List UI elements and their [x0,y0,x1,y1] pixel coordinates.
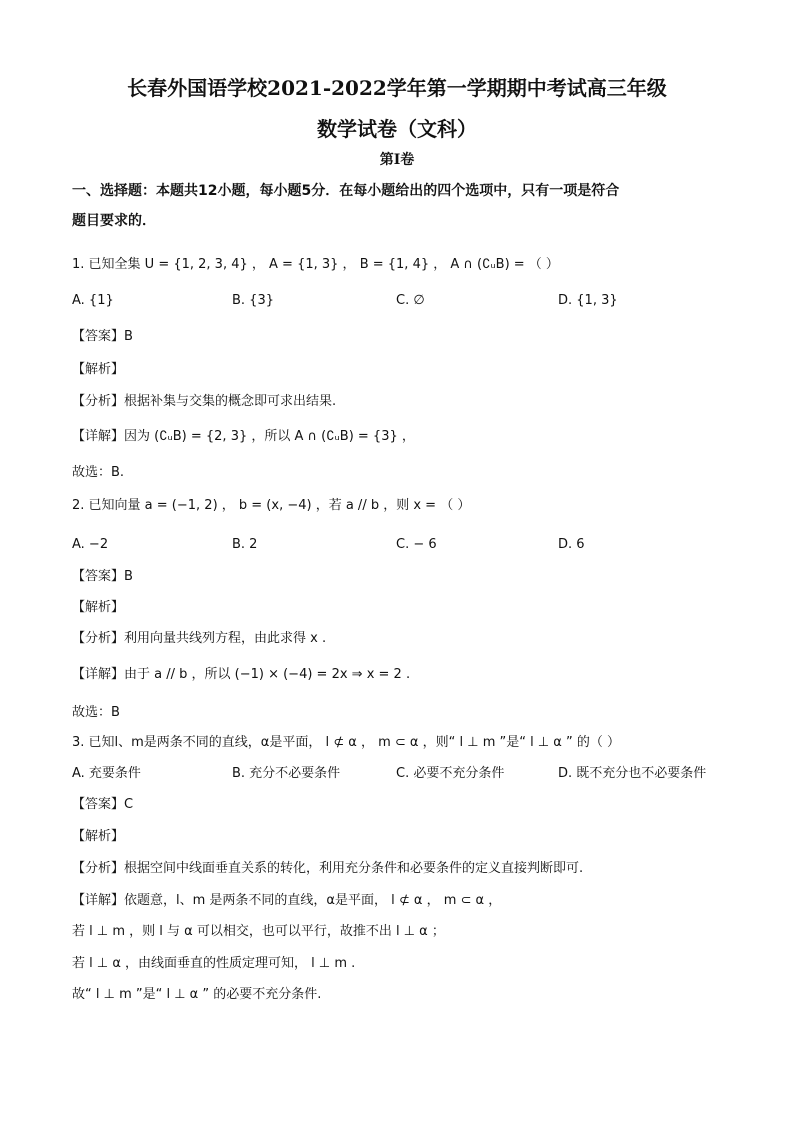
q2-option-d: D. 6 [558,537,585,552]
q1-option-b: B. {3} [232,293,274,308]
q3-detail-3: 若 l ⊥ α ，由线面垂直的性质定理可知， l ⊥ m . [72,956,356,971]
q1-option-d: D. {1, 3} [558,293,618,308]
q1-stem: 1. 已知全集 U = {1, 2, 3, 4} ， A = {1, 3} ， B = {1, 4} ， A ∩ (∁ᵤB) = （ ） [72,257,559,272]
q3-stem: 3. 已知l、m是两条不同的直线，α是平面， l ⊄ α ， m ⊂ α ，则“ l ⊥ m ”是“ l ⊥ α ” 的（ ） [72,735,621,750]
q3-detail: 【详解】依题意，l、m 是两条不同的直线，α是平面， l ⊄ α ， m ⊂ α ， [72,893,502,908]
q1-conclusion: 故选：B. [72,465,125,480]
q2-analysis-label: 【解析】 [72,600,125,615]
q3-option-c: C. 必要不充分条件 [396,766,505,781]
q3-detail-2: 若 l ⊥ m ，则 l 与 α 可以相交，也可以平行，故推不出 l ⊥ α ； [72,924,445,939]
q1-analysis: 【分析】根据补集与交集的概念即可求出结果. [72,394,337,409]
q2-option-b: B. 2 [232,537,258,552]
exam-title: 长春外国语学校2021-2022学年第一学期期中考试高三年级 [127,76,667,100]
q3-analysis-label: 【解析】 [72,829,125,844]
section-instruction-2: 题目要求的． [72,213,156,229]
q1-detail: 【详解】因为 (∁ᵤB) = {2, 3} ，所以 A ∩ (∁ᵤB) = {3} ， [72,429,415,444]
q1-answer: 【答案】B [72,329,133,344]
q2-option-c: C. − 6 [396,537,437,552]
volume-label: 第Ⅰ卷 [379,152,415,168]
q2-stem: 2. 已知向量 a = (−1, 2) ， b = (x, −4) ，若 a // b ，则 x = （ ） [72,498,471,513]
q1-option-a: A. {1} [72,293,114,308]
q3-option-b: B. 充分不必要条件 [232,766,341,781]
exam-subtitle: 数学试卷（文科） [317,117,477,141]
q2-answer: 【答案】B [72,569,133,584]
q1-option-c: C. ∅ [396,293,425,308]
q3-option-d: D. 既不充分也不必要条件 [558,766,707,781]
q3-answer: 【答案】C [72,797,134,812]
q2-analysis: 【分析】利用向量共线列方程，由此求得 x . [72,631,327,646]
q3-option-a: A. 充要条件 [72,766,141,781]
section-instruction-1: 一、选择题：本题共12小题，每小题5分．在每小题给出的四个选项中，只有一项是符合 [72,183,620,199]
q2-conclusion: 故选：B [72,705,120,720]
q2-detail: 【详解】由于 a // b ，所以 (−1) × (−4) = 2x ⇒ x = 2 . [72,667,411,682]
q1-analysis-label: 【解析】 [72,362,125,377]
q2-option-a: A. −2 [72,537,109,552]
q3-conclusion: 故“ l ⊥ m ”是“ l ⊥ α ” 的必要不充分条件. [72,987,322,1002]
q3-analysis: 【分析】根据空间中线面垂直关系的转化，利用充分条件和必要条件的定义直接判断即可. [72,861,584,876]
